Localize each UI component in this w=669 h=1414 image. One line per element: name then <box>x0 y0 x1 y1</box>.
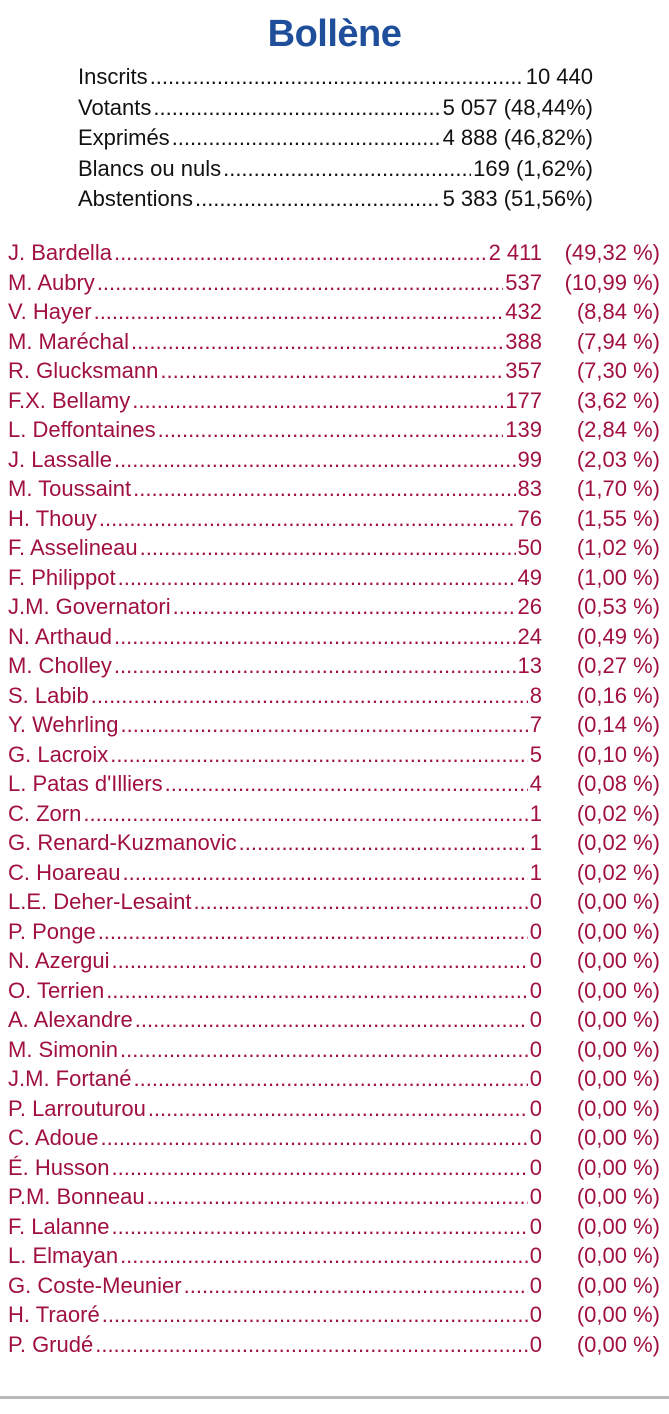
dot-leader <box>95 1330 528 1360</box>
dot-leader <box>131 327 503 357</box>
candidate-name: C. Hoareau <box>8 859 121 885</box>
dot-leader <box>239 828 528 858</box>
candidate-percent: (0,00 %) <box>576 1095 660 1121</box>
candidate-name: F. Asselineau <box>8 535 138 560</box>
candidate-percent: (0,02 %) <box>576 859 660 885</box>
candidate-votes: 4 <box>529 771 542 796</box>
candidate-name: N. Azergui <box>8 948 110 973</box>
candidate-row <box>8 946 660 976</box>
dot-leader <box>123 858 528 888</box>
candidate-name: É. Husson <box>8 1154 110 1180</box>
candidate-percent: (0,00 %) <box>576 1184 660 1209</box>
candidate-percent: (1,00 %) <box>576 564 660 590</box>
dot-leader <box>112 946 528 976</box>
commune-title: Bollène <box>267 13 402 55</box>
candidate-votes: 0 <box>529 889 542 914</box>
candidate-name: C. Zorn <box>8 800 82 826</box>
candidate-name: M. Aubry <box>8 269 95 295</box>
dot-leader <box>94 297 504 327</box>
candidate-votes: 0 <box>529 1184 542 1209</box>
candidate-percent: (0,16 %) <box>576 682 660 708</box>
candidate-votes: 0 <box>529 1036 542 1062</box>
candidate-percent: (0,00 %) <box>576 1066 660 1091</box>
candidate-votes: 1 <box>529 800 542 826</box>
candidate-row <box>8 887 660 917</box>
dot-leader <box>112 1153 528 1183</box>
candidate-votes: 0 <box>529 1302 542 1327</box>
candidate-name: P. Larrouturou <box>8 1095 146 1121</box>
candidate-row <box>8 327 660 357</box>
candidate-votes: 0 <box>529 948 542 973</box>
candidate-row <box>8 1035 660 1065</box>
candidate-votes: 537 <box>505 269 542 295</box>
candidate-votes: 0 <box>529 1125 542 1150</box>
candidate-percent: (1,02 %) <box>576 535 660 560</box>
candidate-name: S. Labib <box>8 682 89 708</box>
candidate-name: L. Deffontaines <box>8 417 156 442</box>
candidate-name: F.X. Bellamy <box>8 387 131 413</box>
candidate-row <box>8 1271 660 1301</box>
dot-leader <box>106 976 528 1006</box>
candidate-row <box>8 1064 660 1094</box>
candidate-votes: 5 <box>529 741 542 767</box>
candidate-percent: (10,99 %) <box>564 269 660 295</box>
dot-leader <box>118 563 516 593</box>
candidate-row <box>8 238 660 268</box>
candidate-votes: 432 <box>505 299 542 324</box>
candidate-row <box>8 681 660 711</box>
candidate-percent: (3,62 %) <box>576 387 660 413</box>
dot-leader <box>120 1241 528 1271</box>
candidate-votes: 0 <box>529 1213 542 1239</box>
candidate-percent: (0,27 %) <box>576 653 660 678</box>
candidate-name: Y. Wehrling <box>8 712 119 737</box>
candidate-row <box>8 1005 660 1035</box>
dot-leader <box>193 887 527 917</box>
candidate-votes: 0 <box>529 1331 542 1357</box>
candidate-votes: 177 <box>505 387 542 413</box>
candidate-results-list <box>8 238 660 1359</box>
summary-row <box>78 154 593 185</box>
dot-leader <box>120 1035 528 1065</box>
summary-value: 169 (1,62%) <box>473 155 593 181</box>
dot-leader <box>98 917 528 947</box>
candidate-row <box>8 504 660 534</box>
dot-leader <box>120 710 527 740</box>
candidate-row <box>8 769 660 799</box>
candidate-votes: 357 <box>505 358 542 383</box>
candidate-votes: 2 411 <box>488 240 542 265</box>
candidate-percent: (0,00 %) <box>576 1243 660 1268</box>
candidate-votes: 0 <box>529 1272 542 1298</box>
candidate-row <box>8 356 660 386</box>
summary-label: Blancs ou nuls <box>78 155 222 181</box>
candidate-percent: (0,00 %) <box>576 1036 660 1062</box>
candidate-name: H. Thouy <box>8 505 97 531</box>
dot-leader <box>195 184 441 215</box>
summary-value: 5 383 (51,56%) <box>442 186 593 211</box>
dot-leader <box>135 1005 528 1035</box>
summary-row <box>78 93 593 124</box>
candidate-name: M. Toussaint <box>8 476 132 501</box>
candidate-name: P. Ponge <box>8 918 96 944</box>
candidate-name: G. Coste-Meunier <box>8 1272 182 1298</box>
summary-row <box>78 123 593 154</box>
candidate-row <box>8 1153 660 1183</box>
candidate-votes: 388 <box>505 328 542 354</box>
candidate-percent: (0,00 %) <box>576 1331 660 1357</box>
candidate-percent: (0,02 %) <box>576 800 660 826</box>
dot-leader <box>83 799 527 829</box>
candidate-name: R. Glucksmann <box>8 358 159 383</box>
candidate-percent: (0,08 %) <box>576 771 660 796</box>
dot-leader <box>148 1094 528 1124</box>
candidate-percent: (2,84 %) <box>576 417 660 442</box>
candidate-percent: (0,00 %) <box>576 1007 660 1032</box>
candidate-row <box>8 445 660 475</box>
candidate-row <box>8 533 660 563</box>
candidate-name: P.M. Bonneau <box>8 1184 145 1209</box>
candidate-name: J. Bardella <box>8 240 112 265</box>
candidate-row <box>8 415 660 445</box>
candidate-votes: 0 <box>529 977 542 1003</box>
candidate-row <box>8 710 660 740</box>
bottom-divider <box>0 1396 669 1399</box>
summary-label: Votants <box>78 94 152 120</box>
candidate-votes: 0 <box>529 1007 542 1032</box>
candidate-row <box>8 858 660 888</box>
candidate-percent: (0,00 %) <box>576 1272 660 1298</box>
candidate-percent: (2,03 %) <box>576 446 660 472</box>
summary-value: 5 057 (48,44%) <box>442 94 593 120</box>
candidate-name: J.M. Governatori <box>8 594 171 619</box>
dot-leader <box>101 1123 528 1153</box>
candidate-row <box>8 976 660 1006</box>
dot-leader <box>114 445 516 475</box>
candidate-votes: 139 <box>505 417 542 442</box>
candidate-name: L. Patas d'Illiers <box>8 771 163 796</box>
candidate-name: H. Traoré <box>8 1302 100 1327</box>
candidate-name: G. Lacroix <box>8 741 109 767</box>
candidate-name: L. Elmayan <box>8 1243 119 1268</box>
candidate-row <box>8 563 660 593</box>
dot-leader <box>132 386 503 416</box>
candidate-votes: 26 <box>517 594 542 619</box>
summary-label: Inscrits <box>78 64 148 89</box>
candidate-percent: (0,00 %) <box>576 977 660 1003</box>
candidate-percent: (1,70 %) <box>576 476 660 501</box>
candidate-row <box>8 622 660 652</box>
dot-leader <box>114 622 516 652</box>
candidate-row <box>8 740 660 770</box>
candidate-name: N. Arthaud <box>8 623 112 649</box>
candidate-row <box>8 297 660 327</box>
candidate-name: J.M. Fortané <box>8 1066 132 1091</box>
candidate-votes: 24 <box>517 623 542 649</box>
dot-leader <box>158 415 504 445</box>
dot-leader <box>140 533 516 563</box>
candidate-votes: 76 <box>517 505 542 531</box>
dot-leader <box>147 1182 528 1212</box>
candidate-name: M. Maréchal <box>8 328 130 354</box>
dot-leader <box>173 592 516 622</box>
dot-leader <box>153 93 440 124</box>
candidate-name: M. Cholley <box>8 653 112 678</box>
candidate-percent: (0,00 %) <box>576 948 660 973</box>
candidate-votes: 1 <box>529 859 542 885</box>
candidate-votes: 0 <box>529 1154 542 1180</box>
candidate-row <box>8 474 660 504</box>
summary-row <box>78 62 593 93</box>
candidate-percent: (8,84 %) <box>576 299 660 324</box>
dot-leader <box>114 238 487 268</box>
dot-leader <box>160 356 503 386</box>
candidate-name: V. Hayer <box>8 299 92 324</box>
dot-leader <box>91 681 528 711</box>
candidate-percent: (0,14 %) <box>576 712 660 737</box>
candidate-name: G. Renard-Kuzmanovic <box>8 830 237 855</box>
candidate-name: C. Adoue <box>8 1125 99 1150</box>
candidate-percent: (7,94 %) <box>576 328 660 354</box>
candidate-row <box>8 1182 660 1212</box>
candidate-row <box>8 651 660 681</box>
summary-value: 4 888 (46,82%) <box>442 125 593 150</box>
candidate-votes: 50 <box>517 535 542 560</box>
candidate-row <box>8 268 660 298</box>
candidate-votes: 83 <box>517 476 542 501</box>
dot-leader <box>165 769 528 799</box>
candidate-row <box>8 386 660 416</box>
candidate-name: J. Lassalle <box>8 446 112 472</box>
dot-leader <box>223 154 471 185</box>
dot-leader <box>133 1064 527 1094</box>
candidate-votes: 0 <box>529 1095 542 1121</box>
dot-leader <box>172 123 441 154</box>
dot-leader <box>110 740 527 770</box>
candidate-row <box>8 1300 660 1330</box>
candidate-name: L.E. Deher-Lesaint <box>8 889 192 914</box>
candidate-votes: 1 <box>529 830 542 855</box>
candidate-votes: 49 <box>517 564 542 590</box>
candidate-name: F. Philippot <box>8 564 116 590</box>
candidate-percent: (0,00 %) <box>576 1125 660 1150</box>
candidate-percent: (0,53 %) <box>576 594 660 619</box>
summary-label: Exprimés <box>78 125 170 150</box>
candidate-row <box>8 1094 660 1124</box>
dot-leader <box>102 1300 528 1330</box>
candidate-votes: 13 <box>517 653 542 678</box>
candidate-votes: 8 <box>529 682 542 708</box>
candidate-percent: (0,10 %) <box>576 741 660 767</box>
summary-row <box>78 184 593 215</box>
candidate-percent: (7,30 %) <box>576 358 660 383</box>
candidate-name: P. Grudé <box>8 1331 94 1357</box>
candidate-row <box>8 592 660 622</box>
dot-leader <box>97 268 503 298</box>
candidate-row <box>8 1330 660 1360</box>
dot-leader <box>114 651 516 681</box>
candidate-row <box>8 828 660 858</box>
candidate-percent: (0,00 %) <box>576 1154 660 1180</box>
candidate-percent: (49,32 %) <box>564 240 660 265</box>
candidate-votes: 7 <box>529 712 542 737</box>
candidate-percent: (0,00 %) <box>576 889 660 914</box>
candidate-percent: (0,00 %) <box>576 1302 660 1327</box>
candidate-percent: (0,00 %) <box>576 1213 660 1239</box>
turnout-summary <box>78 62 593 215</box>
candidate-percent: (0,49 %) <box>576 623 660 649</box>
summary-value: 10 440 <box>525 64 593 89</box>
candidate-votes: 99 <box>517 446 542 472</box>
candidate-votes: 0 <box>529 1243 542 1268</box>
candidate-row <box>8 1212 660 1242</box>
dot-leader <box>99 504 516 534</box>
candidate-name: O. Terrien <box>8 977 105 1003</box>
candidate-row <box>8 1241 660 1271</box>
candidate-row <box>8 917 660 947</box>
candidate-votes: 0 <box>529 1066 542 1091</box>
candidate-name: F. Lalanne <box>8 1213 110 1239</box>
candidate-name: M. Simonin <box>8 1036 119 1062</box>
dot-leader <box>112 1212 528 1242</box>
dot-leader <box>150 62 524 93</box>
dot-leader <box>133 474 515 504</box>
candidate-row <box>8 1123 660 1153</box>
candidate-percent: (0,02 %) <box>576 830 660 855</box>
candidate-votes: 0 <box>529 918 542 944</box>
summary-label: Abstentions <box>78 186 193 211</box>
dot-leader <box>184 1271 528 1301</box>
candidate-percent: (1,55 %) <box>576 505 660 531</box>
candidate-percent: (0,00 %) <box>576 918 660 944</box>
candidate-row <box>8 799 660 829</box>
candidate-name: A. Alexandre <box>8 1007 133 1032</box>
